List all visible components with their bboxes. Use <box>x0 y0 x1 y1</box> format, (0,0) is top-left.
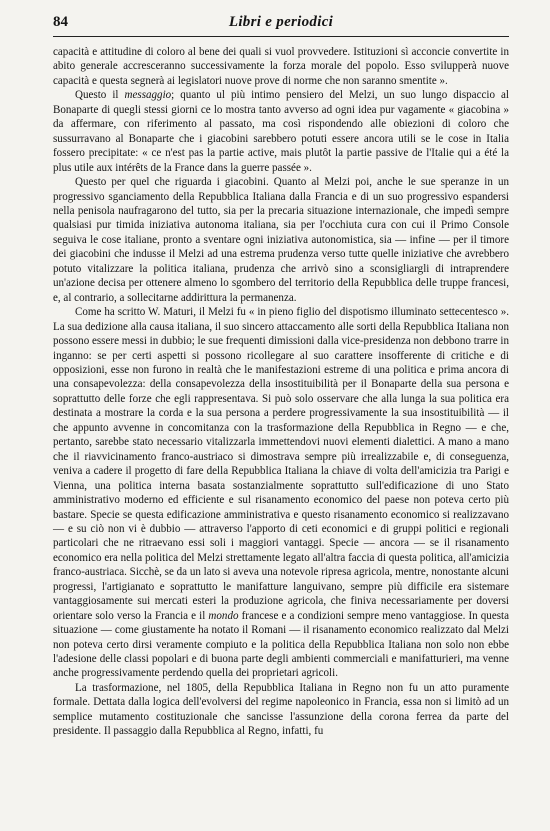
italic-text-run: messaggio <box>124 89 172 102</box>
text-run: francese e a condizioni sempre meno vantaggiose. In questa situazione — come giustamente ha notato il Romani — il risanamento economico realizzato dal Melzi non poteva certo dirsi veramente compiuto e la politica della Repubblica Italiana non solo non ebbe l'adesione delle classi popolari e di buona parte degli ambienti commerciali e manifatturieri, ma venne anche progressivamente perdendo quella dei proprietari agricoli. <box>53 609 509 680</box>
page-number: 84 <box>53 14 68 30</box>
paragraph-2 <box>53 88 509 175</box>
text-run: Come ha scritto W. Maturi, il Melzi fu « in pieno figlio del dispotismo illuminato settecentesco ». La sua dedizione alla causa italiana, il suo sincero attaccamento alle sorti della Repubblica Italiana non possono essere messi in dubbio; le sue frequenti dimissioni dalla vice-presidenza non debbono trarre in inganno: se per certi aspetti si possono ricollegare al suo carattere insofferente di critiche e di opposizioni, esse non furono in realtà che le manifestazioni estreme di una politica e prima ancora di una consapevolezza: della consapevolezza della insostituibilità per il Bonaparte della sua persona e soprattutto delle forze che egli rappresentava. Si può solo osservare che alla lunga la sua politica era destinata a mostrare la corda e la sua persona a perdere progressivamente la sua insostituibilità — il che appunto avvenne in concomitanza con la trasformazione della Repubblica in Regno — e che, pertanto, sarebbe stato necessario vitalizzarla immettendovi nuovi elementi dialettici. A mano a mano che il riavvicinamento franco-austriaco si dimostrava sempre più irrealizzabile e, di conseguenza, veniva a cadere il progetto di fare della Repubblica Italiana la chiave di volta dell'amicizia tra Parigi e Vienna, una politica interna basata sostanzialmente soprattutto sull'edificazione di uno Stato amministrativo moderno ed efficiente e sul risanamento economico del paese non poteva certo più bastare. Specie se questa edificazione amministrativa e questo risanamento economico si realizzavano — e su ciò non vi è dubbio — attraverso l'apporto di ceti economici e di gruppi politici e regionali particolari che ne ritraevano essi soli i maggiori vantaggi. Specie — ancora — se il risanamento economico era nella politica del Melzi strettamente legato all'altra faccia di questa politica, all'amicizia franco-austriaca. Sicchè, se da un lato si aveva una notevole ripresa agricola, mentre, nonostante alcuni progressi, l'artigianato e soprattutto le manifatture languivano, sempre più difficile era sistemare vantaggiosamente sui mercati esteri la produzione agricola, che finiva necessariamente per doversi orientare solo verso la Francia e il <box>53 306 509 622</box>
paragraph-5 <box>53 681 509 739</box>
running-title: Libri e periodici <box>228 14 334 30</box>
paragraph-4 <box>53 305 509 681</box>
running-head <box>53 14 509 37</box>
text-run: ; quanto ul più intimo pensiero del Melzi, un suo lungo dispaccio al Bonaparte di quegli stessi giorni ce lo mostra tanto avverso ad ogni idea pur vagamente « giacobina » da affermare, con riferimento al passato, ma così rispondendo alle obiezioni di coloro che sussurravano al Bonaparte che i giacobini sarebbero potuti essere ancora utili se le cose in Italia fossero precipitate: « ce n'est pas la partie active, mais plutôt la partie passive de l'Italie qui a été la plus utile aux intérêts de la France dans la guerre passée ». <box>53 89 509 174</box>
italic-text-run: mondo <box>208 609 239 622</box>
body-text <box>53 45 509 739</box>
paragraph-3 <box>53 175 509 305</box>
text-run: capacità e attitudine di coloro al bene dei quali si vuol provvedere. Istituzioni sì acconcie convertite in abito generale accresceranno successivamente la forza morale del popolo. Esso svilupperà nuove capacità e questa segnerà ai legislatori nuove prove di norme che non saranno smentite ». <box>53 46 509 87</box>
text-run: Questo il <box>75 89 125 102</box>
paragraph-1 <box>53 45 509 88</box>
text-run: Questo per quel che riguarda i giacobini. Quanto al Melzi poi, anche le sue speranze in un progressivo sganciamento della Repubblica Italiana dalla Francia e di un suo progressivo espandersi nella penisola naufragarono del tutto, sia per la precaria situazione internazionale, che impedì sempre qualsiasi pur timida iniziativa autonoma italiana, sia per l'occhiuta cura con cui il Primo Console seguiva le cose italiane, pronto a sventare ogni iniziativa autonomistica, sia — infine — per il timore dei giacobini che indusse il Melzi ad una estrema prudenza verso tutte quelle iniziative che avrebbero potuto vitalizzare la politica italiana, prudenza che arrivò sino a sconsigliargli di intraprendere un'azione decisa per ottenere almeno lo sgombero del territorio della Repubblica delle truppe francesi, e, al contrario, a sollecitarne addirittura la permanenza. <box>53 176 509 304</box>
text-run: La trasformazione, nel 1805, della Repubblica Italiana in Regno non fu un atto puramente formale. Dettata dalla logica dell'evolversi del regime napoleonico in Francia, essa non si limitò ad un semplice mutamento costituzionale che sancisse l'assunzione della corona ferrea da parte del presidente. Il passaggio dalla Repubblica al Regno, infatti, fu <box>53 681 509 738</box>
